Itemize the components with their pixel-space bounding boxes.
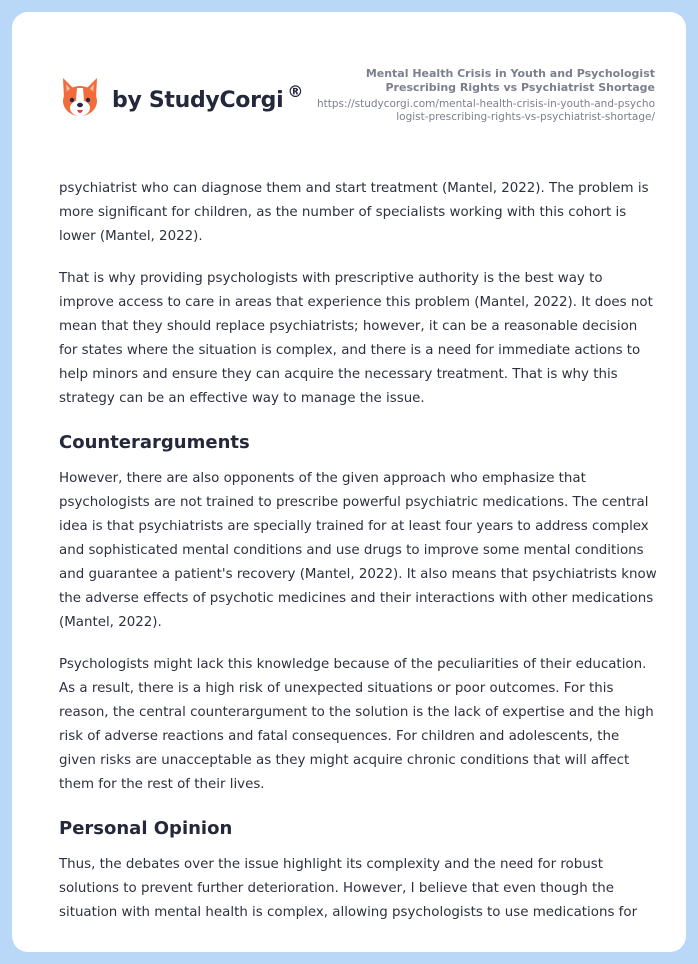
document-body	[59, 177, 659, 943]
section-heading-counterarguments: Counterarguments	[59, 432, 250, 453]
document-title: Mental Health Crisis in Youth and Psychologist Prescribing Rights vs Psychiatrist Shortage	[365, 67, 655, 94]
registered-mark: ®	[287, 81, 304, 101]
paragraph: Psychologists might lack this knowledge because of the peculiarities of their education. As a result, there is a high risk of unexpected situations or poor outcomes. For this reason, the central counterargument to the solution is the lack of expertise and the high risk of adverse reactions and fatal consequences. For children and adolescents, the given risks are unacceptable as they might acquire chronic conditions that will affect them for the rest of their lives.	[59, 657, 654, 792]
studycorgi-logo[interactable]	[60, 76, 303, 120]
document-meta	[315, 67, 655, 124]
page-header	[12, 12, 686, 162]
brand-name: by StudyCorgi ®	[112, 81, 304, 113]
section-heading-personal-opinion: Personal Opinion	[59, 818, 233, 839]
document-page	[12, 12, 686, 952]
paragraph: Thus, the debates over the issue highlight its complexity and the need for robust solutions to prevent further deterioration. However, I believe that even though the situation with mental health is complex, allowing psychologists to use medications for	[59, 857, 638, 920]
corgi-logo-icon	[60, 76, 100, 120]
paragraph: However, there are also opponents of the given approach who emphasize that psychologists are not trained to prescribe powerful psychiatric medications. The central idea is that psychiatrists are specially trained for at least four years to address complex and sophisticated mental conditions and use drugs to improve some mental conditions and guarantee a patient's recovery (Mantel, 2022). It also means that psychiatrists know the adverse effects of psychotic medicines and their interactions with other medications (Mantel, 2022).	[59, 471, 657, 630]
paragraph: psychiatrist who can diagnose them and start treatment (Mantel, 2022). The problem is more significant for children, as the number of specialists working with this cohort is lower (Mantel, 2022).	[59, 181, 649, 244]
paragraph: That is why providing psychologists with prescriptive authority is the best way to improve access to care in areas that experience this problem (Mantel, 2022). It does not mean that they should replace psychiatrists; however, it can be a reasonable decision for states where the situation is complex, and there is a need for immediate actions to help minors and ensure they can acquire the necessary treatment. That is why this strategy can be an effective way to manage the issue.	[59, 271, 653, 406]
document-url[interactable]: https://studycorgi.com/mental-health-crisis-in-youth-and-psychologist-prescribing-rights-vs-psychiatrist-shortage/	[316, 98, 655, 123]
